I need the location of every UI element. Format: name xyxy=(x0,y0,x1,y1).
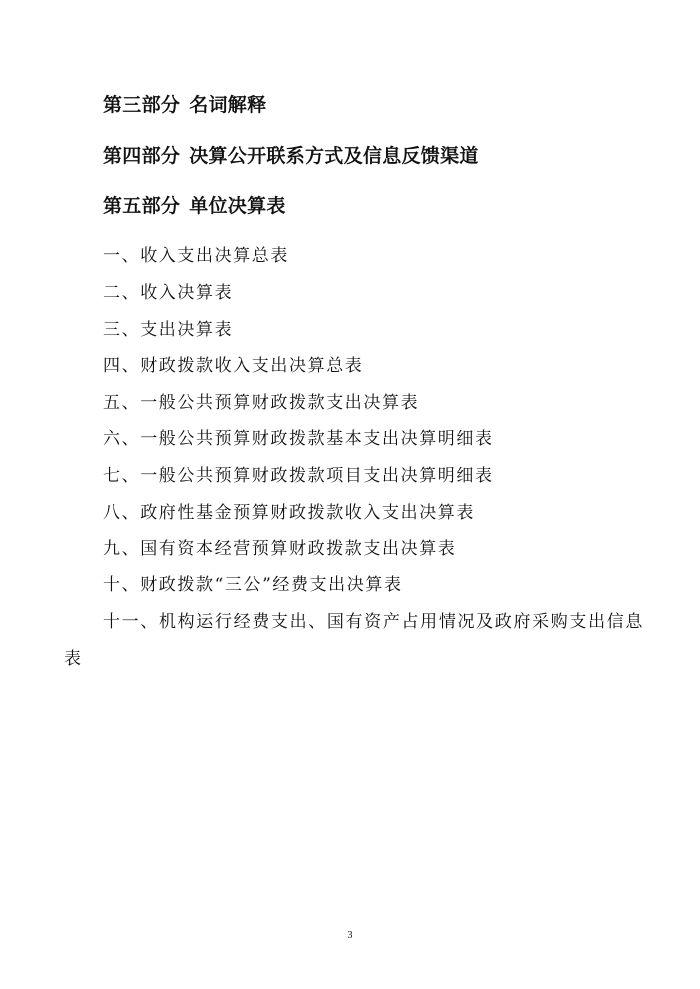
table-list-item: 二、收入决算表 xyxy=(103,283,234,303)
table-list-item: 十、财政拨款“三公”经费支出决算表 xyxy=(103,575,403,595)
section-title: 名词解释 xyxy=(189,94,267,116)
section-title: 单位决算表 xyxy=(189,195,286,217)
table-list-item: 四、财政拨款收入支出决算总表 xyxy=(103,356,364,376)
section-heading-4 xyxy=(103,144,479,168)
table-list-item: 九、国有资本经营预算财政拨款支出决算表 xyxy=(103,539,457,559)
table-list-item: 十一、机构运行经费支出、国有资产占用情况及政府采购支出信息表 xyxy=(64,612,644,669)
section-heading-5 xyxy=(103,194,286,218)
section-title: 决算公开联系方式及信息反馈渠道 xyxy=(189,145,479,167)
table-list-item: 六、一般公共预算财政拨款基本支出决算明细表 xyxy=(103,429,494,449)
table-list-item: 七、一般公共预算财政拨款项目支出决算明细表 xyxy=(103,466,494,486)
section-part: 第五部分 xyxy=(103,195,181,217)
section-heading-3 xyxy=(103,93,266,117)
section-part: 第三部分 xyxy=(103,94,181,116)
table-list-item: 三、支出决算表 xyxy=(103,320,234,340)
page-number: 3 xyxy=(347,930,353,941)
table-list-item: 八、政府性基金预算财政拨款收入支出决算表 xyxy=(103,503,475,523)
table-list-item: 五、一般公共预算财政拨款支出决算表 xyxy=(103,393,420,413)
table-list-item: 一、收入支出决算总表 xyxy=(103,246,289,266)
section-part: 第四部分 xyxy=(103,145,181,167)
